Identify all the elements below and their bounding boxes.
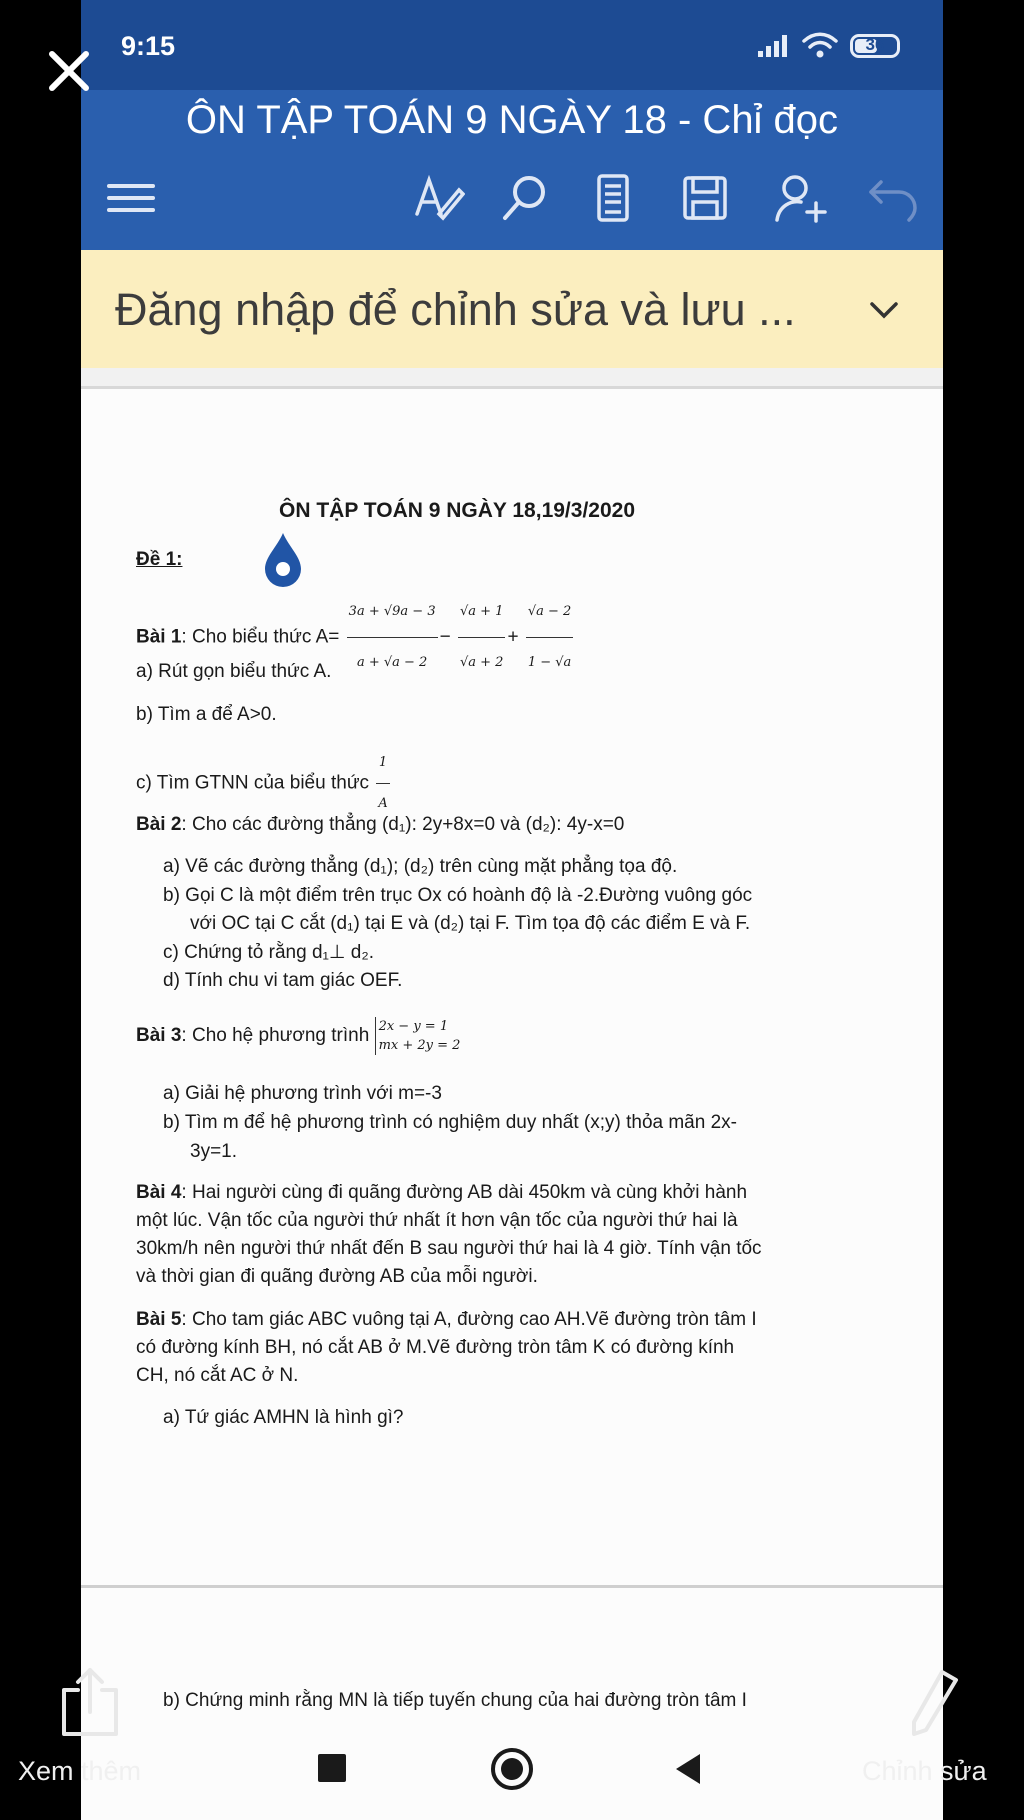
more-button[interactable]: Xem thêm bbox=[18, 1756, 142, 1786]
bai4-l3: 30km/h nên người thứ nhất đến B sau người thứ hai là 4 giờ. Tính vận tốc bbox=[136, 1238, 762, 1259]
bai5-l3: CH, nó cắt AC ở N. bbox=[136, 1365, 299, 1386]
bai5-text: : Cho tam giác ABC vuông tại A, đường cao AH.Vẽ đường tròn tâm I bbox=[181, 1309, 757, 1330]
doc-heading: ÔN TẬP TOÁN 9 NGÀY 18,19/3/2020 bbox=[279, 499, 635, 522]
close-icon[interactable] bbox=[44, 46, 94, 96]
bai5-label: Bài 5 bbox=[136, 1309, 182, 1330]
chevron-down-icon[interactable] bbox=[866, 298, 902, 322]
edit-button[interactable]: Chỉnh sửa bbox=[862, 1756, 987, 1786]
bai2-b2: với OC tại C cắt (d₁) tại E và (d₂) tại F. Tìm tọa độ các điểm E và F. bbox=[190, 913, 751, 934]
battery-icon bbox=[850, 34, 900, 58]
bai2-a: a) Vẽ các đường thẳng (d₁); (d₂) trên cùng mặt phẳng tọa độ. bbox=[163, 856, 678, 877]
bai1-line: Bài 1: Cho biểu thức A= $\frac{3a + √9a - 3}{a + √a - 2}$ − $\frac{√a + 1}{√a + 2}$ + $\frac{√a - 2}{1 - √a}$ bbox=[136, 587, 575, 688]
recent-apps-button[interactable] bbox=[318, 1754, 346, 1782]
bai2-line bbox=[136, 814, 624, 836]
bai4-text: : Hai người cùng đi quãng đường AB dài 450km và cùng khởi hành bbox=[181, 1182, 748, 1203]
save-icon[interactable] bbox=[677, 170, 733, 226]
pen-icon[interactable] bbox=[409, 170, 465, 226]
bai1-a: a) Rút gọn biểu thức A. bbox=[136, 661, 332, 682]
bai3-b1: b) Tìm m để hệ phương trình có nghiệm duy nhất (x;y) thỏa mãn 2x- bbox=[163, 1112, 737, 1133]
equation-system: 2x − y = 1 mx + 2y = 2 bbox=[375, 1017, 461, 1055]
sign-in-banner-text[interactable]: Đăng nhập để chỉnh sửa và lưu ... bbox=[115, 284, 796, 335]
share-icon[interactable] bbox=[58, 1664, 122, 1738]
undo-icon[interactable] bbox=[865, 170, 921, 226]
word-app bbox=[81, 0, 943, 1820]
bai3-line bbox=[136, 1013, 460, 1059]
de-label: Đề 1: bbox=[136, 549, 183, 570]
document-page bbox=[81, 386, 943, 1588]
text-cursor-handle-icon[interactable] bbox=[259, 529, 307, 589]
bai3-b2: 3y=1. bbox=[190, 1141, 238, 1162]
share-user-icon[interactable] bbox=[771, 170, 827, 226]
bai3-label: Bài 3 bbox=[136, 1025, 182, 1046]
bai4-label: Bài 4 bbox=[136, 1182, 182, 1203]
bai1-c: c) Tìm GTNN của biểu thức bbox=[136, 772, 370, 794]
wifi-icon bbox=[800, 30, 840, 60]
fraction-1-over-a: $\frac{1}{A}$ bbox=[376, 743, 389, 824]
bai5-a: a) Tứ giác AMHN là hình gì? bbox=[163, 1407, 404, 1428]
fraction-2: $\frac{√a + 1}{√a + 2}$ bbox=[458, 587, 505, 688]
menu-icon[interactable] bbox=[103, 170, 159, 226]
battery-level: 36 bbox=[865, 35, 885, 54]
reading-mode-icon[interactable] bbox=[585, 170, 641, 226]
bai4-l1 bbox=[136, 1182, 747, 1204]
bai5-l1 bbox=[136, 1309, 757, 1331]
bai5-b: b) Chứng minh rằng MN là tiếp tuyến chung của hai đường tròn tâm I bbox=[163, 1690, 747, 1711]
bai3-a: a) Giải hệ phương trình với m=-3 bbox=[163, 1083, 442, 1104]
search-icon[interactable] bbox=[497, 170, 553, 226]
clock: 9:15 bbox=[121, 31, 176, 61]
bai2-d: d) Tính chu vi tam giác OEF. bbox=[163, 970, 403, 991]
bai3-text: : Cho hệ phương trình bbox=[181, 1025, 370, 1046]
bai2-c: c) Chứng tỏ rằng d₁⊥ d₂. bbox=[163, 942, 374, 963]
fraction-3: $\frac{√a - 2}{1 - √a}$ bbox=[526, 587, 573, 688]
bai1-c-line bbox=[136, 743, 392, 824]
edit-pencil-icon[interactable] bbox=[908, 1668, 960, 1736]
bai4-l4: và thời gian đi quãng đường AB của mỗi người. bbox=[136, 1266, 538, 1287]
bai1-label: Bài 1 bbox=[136, 626, 182, 648]
bai1-text: : Cho biểu thức A= bbox=[181, 626, 340, 648]
document-title: ÔN TẬP TOÁN 9 NGÀY 18 - Chỉ đọc bbox=[185, 98, 839, 142]
bai1-b: b) Tìm a để A>0. bbox=[136, 704, 277, 725]
bai2-text: : Cho các đường thẳng (d₁): 2y+8x=0 và (d₂): 4y-x=0 bbox=[181, 814, 625, 835]
bai2-b1: b) Gọi C là một điểm trên trục Ox có hoành độ là -2.Đường vuông góc bbox=[163, 885, 753, 906]
home-button[interactable] bbox=[490, 1747, 534, 1791]
back-button[interactable] bbox=[672, 1752, 704, 1786]
bai2-label: Bài 2 bbox=[136, 814, 182, 835]
signal-icon bbox=[756, 33, 792, 59]
bai4-l2: một lúc. Vận tốc của người thứ nhất ít hơn vận tốc của người thứ hai là bbox=[136, 1210, 738, 1231]
bai5-l2: có đường kính BH, nó cắt AB ở M.Vẽ đường tròn tâm K có đường kính bbox=[136, 1337, 735, 1358]
fraction-1: $\frac{3a + √9a - 3}{a + √a - 2}$ bbox=[347, 587, 438, 688]
